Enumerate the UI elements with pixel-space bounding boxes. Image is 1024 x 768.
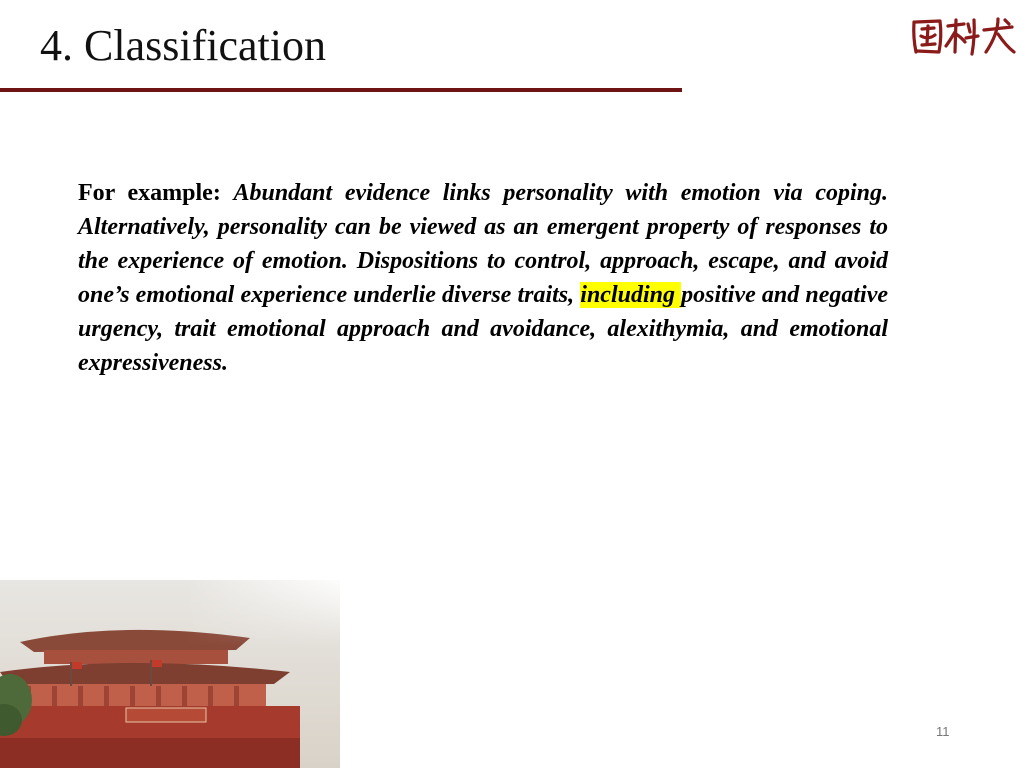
highlighted-text: including [580,282,682,308]
body-paragraph [78,176,888,380]
passage-text-continued: positive and negative urgency, trait emotional approach and avoidance, alexithymia, and emotional expressiveness. [78,282,888,376]
passage-text: Abundant evidence links personality with emotion via coping. Alternatively, personality can be viewed as an emergent property of responses to the experience of emotion. Dispositions to control, approach, escape, and avoid one’s emotional experience underlie diverse traits, [78,180,888,308]
university-calligraphy-logo-icon [908,14,1018,58]
title-underline [0,88,682,92]
tiananmen-gate-photo-icon [0,580,340,768]
page-number: 11 [936,724,950,739]
lead-label: For example: [78,180,221,206]
slide-title: 4. Classification [40,21,326,70]
